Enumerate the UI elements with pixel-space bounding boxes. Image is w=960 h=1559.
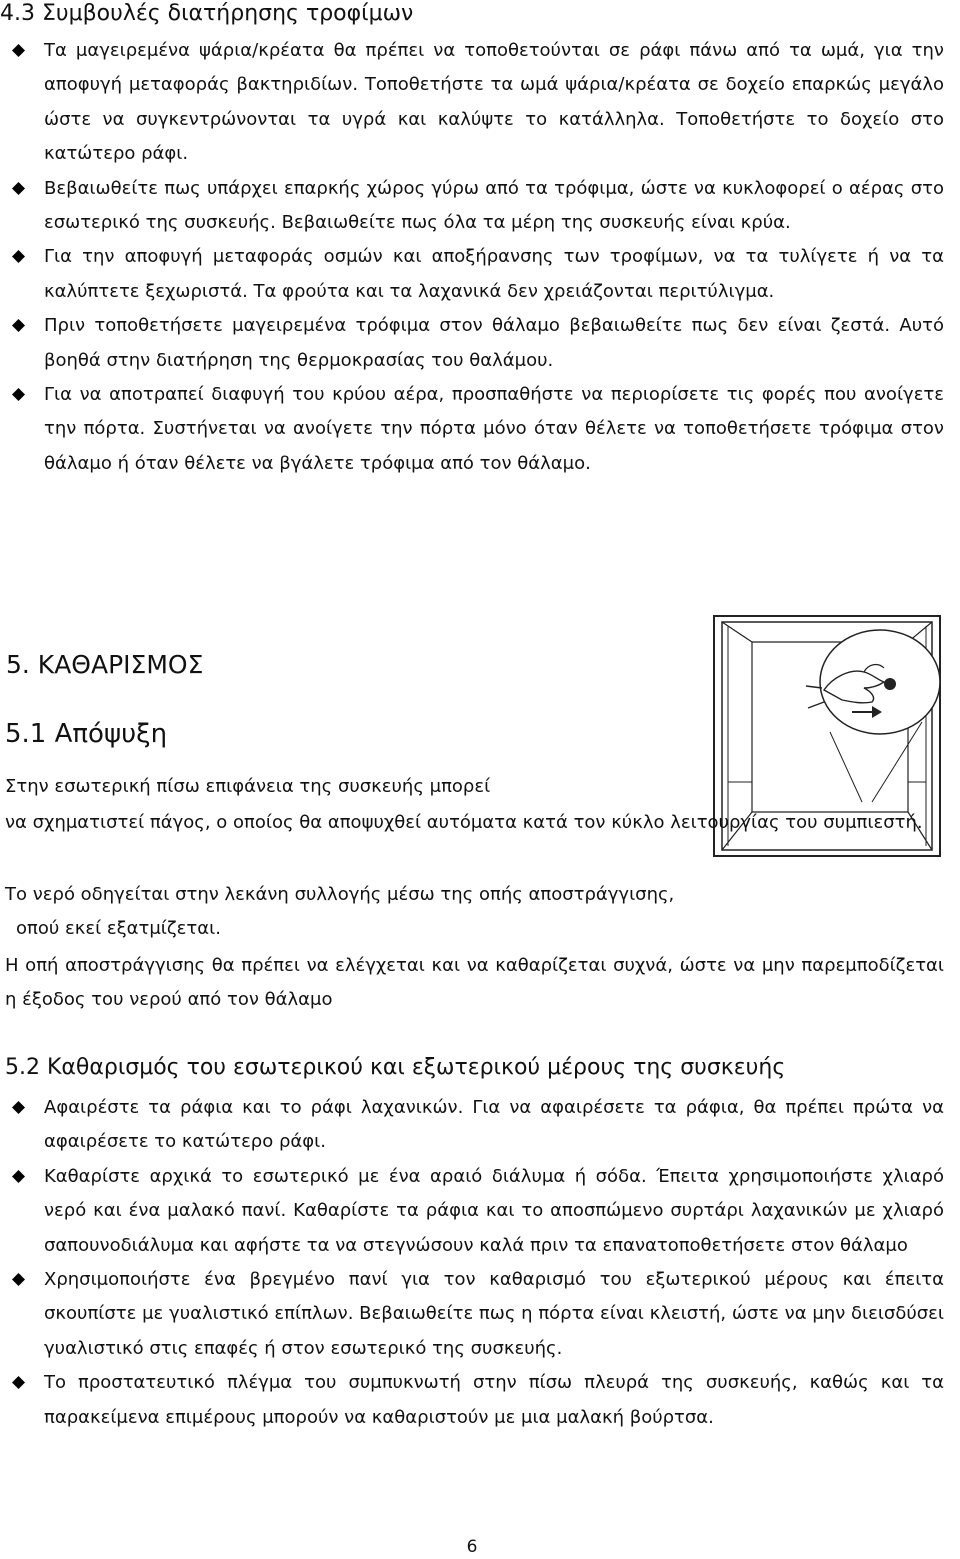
food-storage-tips-list	[0, 34, 944, 481]
list-item-text: Το προστατευτικό πλέγμα του συμπυκνωτή στην πίσω πλευρά της συσκευής, καθώς και τα παρακείμενα επιμέρους μπορούν να καθαριστούν με μια μαλακή βούρτσα.	[44, 1372, 944, 1428]
defrost-paragraph-3: Το νερό οδηγείται στην λεκάνη συλλογής μέσω της οπής αποστράγγισης,	[5, 884, 675, 905]
diamond-bullet-icon	[12, 182, 25, 195]
list-item-text: Για να αποτραπεί διαφυγή του κρύου αέρα, προσπαθήστε να περιορίσετε τις φορές που ανοίγετε την πόρτα. Συστήνεται να ανοίγετε την πόρτα μόνο όταν θέλετε να τοποθετήσετε τρόφιμα στον θάλαμο ή όταν θέλετε να βγάλετε τρόφιμα από τον θάλαμο.	[44, 384, 944, 474]
section-5-2-title: 5.2 Καθαρισμός του εσωτερικού και εξωτερικού μέρους της συσκευής	[5, 1055, 786, 1080]
list-item	[0, 1366, 944, 1435]
section-5-1-title: 5.1 Απόψυξη	[5, 719, 168, 749]
diamond-bullet-icon	[12, 1376, 25, 1389]
list-item-text: Αφαιρέστε τα ράφια και το ράφι λαχανικών. Για να αφαιρέσετε τα ράφια, θα πρέπει πρώτα να αφαιρέσετε το κατώτερο ράφι.	[44, 1097, 944, 1153]
list-item	[0, 1160, 944, 1263]
list-item-text: Βεβαιωθείτε πως υπάρχει επαρκής χώρος γύρω από τα τρόφιμα, ώστε να κυκλοφορεί ο αέρας στο εσωτερικό της συσκευής. Βεβαιωθείτε πως όλα τα μέρη της συσκευής είναι κρύα.	[44, 177, 944, 234]
cleaning-steps-list	[0, 1091, 944, 1435]
list-item	[0, 240, 944, 309]
defrost-paragraph-5: Η οπή αποστράγγισης θα πρέπει να ελέγχεται και να καθαρίζεται συχνά, ώστε να μην παρεμποδίζεται η έξοδος του νερού από τον θάλαμο	[5, 955, 944, 1011]
section-5-title: 5. ΚΑΘΑΡΙΣΜΟΣ	[6, 650, 204, 679]
list-item-text: Για την αποφυγή μεταφοράς οσμών και αποξήρανσης των τροφίμων, να τα τυλίγετε ή να τα καλύπτετε ξεχωριστά. Τα φρούτα και τα λαχανικά δεν χρειάζονται περιτύλιγμα.	[44, 246, 944, 302]
list-item	[0, 309, 944, 378]
diamond-bullet-icon	[12, 388, 25, 401]
list-item-text: Καθαρίστε αρχικά το εσωτερικό με ένα αραιό διάλυμα ή σόδα. Έπειτα χρησιμοποιήστε χλιαρό νερό και ένα μαλακό πανί. Καθαρίστε τα ράφια και το αποσπώμενο συρτάρι λαχανικών με χλιαρό σαπουνοδιάλυμα και αφήστε τα να στεγνώσουν καλά πριν τα επανατοποθετήσετε στον θάλαμο	[44, 1165, 944, 1256]
section-4-3-title: 4.3 Συμβουλές διατήρησης τροφίμων	[0, 1, 414, 26]
diamond-bullet-icon	[12, 319, 25, 332]
defrost-paragraph-4: οπού εκεί εξατμίζεται.	[16, 918, 221, 939]
list-item	[0, 172, 944, 241]
diamond-bullet-icon	[12, 1273, 25, 1286]
diamond-bullet-icon	[12, 1170, 25, 1183]
diamond-bullet-icon	[12, 250, 25, 263]
diamond-bullet-icon	[12, 1101, 25, 1114]
list-item-text: Πριν τοποθετήσετε μαγειρεμένα τρόφιμα στον θάλαμο βεβαιωθείτε πως δεν είναι ζεστά. Αυτό βοηθά στην διατήρηση της θερμοκρασίας του θαλάμου.	[44, 315, 944, 371]
list-item-text: Τα μαγειρεμένα ψάρια/κρέατα θα πρέπει να τοποθετούνται σε ράφι πάνω από τα ωμά, για την αποφυγή μεταφοράς βακτηριδίων. Τοποθετήστε τα ωμά ψάρια/κρέατα σε δοχείο επαρκώς μεγάλο ώστε να συγκεντρώνονται τα υγρά και καλύψτε το κατάλληλα. Τοποθετήστε το δοχείο στο κατώτερο ράφι.	[44, 40, 944, 165]
defrost-paragraph-1: Στην εσωτερική πίσω επιφάνεια της συσκευής μπορεί	[5, 776, 491, 797]
list-item	[0, 34, 944, 172]
diamond-bullet-icon	[12, 44, 25, 57]
list-item	[0, 1091, 944, 1160]
list-item	[0, 378, 944, 481]
defrost-paragraph-2: να σχηματιστεί πάγος, ο οποίος θα αποψυχθεί αυτόματα κατά τον κύκλο λειτουργίας του συμπιεστή.	[5, 812, 923, 833]
list-item	[0, 1263, 944, 1366]
page-number: 6	[466, 1537, 478, 1557]
list-item-text: Χρησιμοποιήστε ένα βρεγμένο πανί για τον καθαρισμό του εξωτερικού μέρους και έπειτα σκουπίστε με γυαλιστικό επίπλων. Βεβαιωθείτε πως η πόρτα είναι κλειστή, ώστε να μην διεισδύσει γυαλιστικό στις επαφές ή στον εσωτερικό της συσκευής.	[44, 1269, 944, 1359]
